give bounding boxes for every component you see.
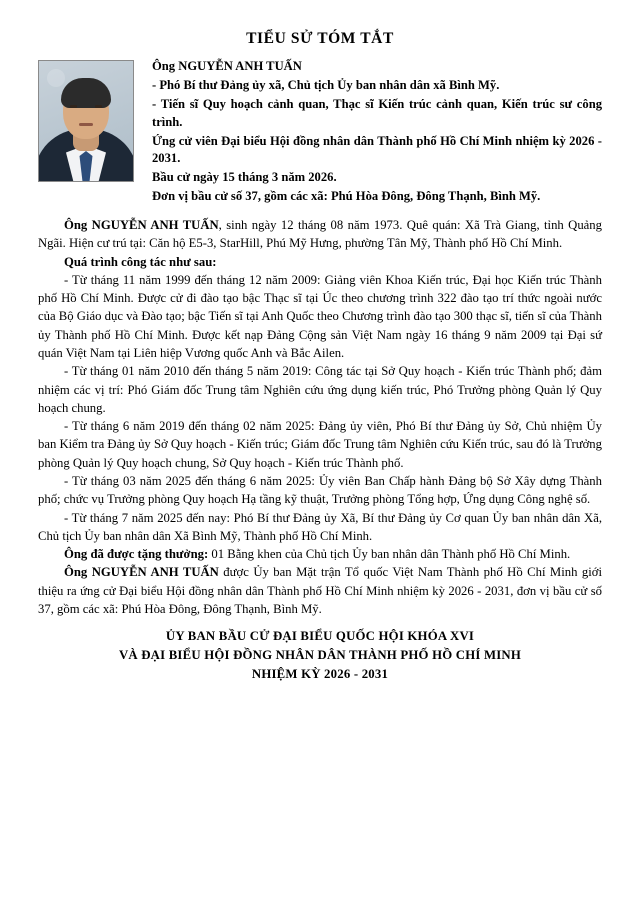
paragraph-lead: Quá trình công tác như sau: <box>64 254 217 269</box>
paragraph-text: 01 Bằng khen của Chủ tịch Ủy ban nhân dân Thành phố Hồ Chí Minh. <box>208 547 571 562</box>
photo-highlight <box>47 69 65 87</box>
biography-body <box>38 216 602 618</box>
paragraph-lead: Ông NGUYỄN ANH TUẤN <box>64 565 219 580</box>
summary-block <box>152 58 602 207</box>
paragraph-nomination <box>38 563 602 618</box>
hair-shape <box>61 78 111 108</box>
paragraph-career-2025-07 <box>38 509 602 546</box>
summary-line-name: Ông NGUYỄN ANH TUẤN <box>152 59 302 73</box>
footer-block <box>38 627 602 684</box>
left-eye-shape <box>70 105 77 108</box>
paragraph-personal-info <box>38 216 602 253</box>
paragraph-awards <box>38 545 602 563</box>
summary-line-constituency: Đơn vị bầu cử số 37, gồm các xã: Phú Hòa Đông, Đông Thạnh, Bình Mỹ. <box>152 189 541 204</box>
paragraph-text: , sinh ngày 12 tháng 08 năm 1973. Quê quán: Xã Trà Giang, tỉnh Quảng Ngãi. Hiện cư trú tại: Căn hộ E5-3, StarHill, Phú Mỹ Hưng, phường Tân Mỹ, Thành phố Hồ Chí Minh. <box>38 218 602 251</box>
paragraph-career-2019 <box>38 417 602 472</box>
summary-line-position: - Phó Bí thư Đảng ủy xã, Chủ tịch Ủy ban nhân dân xã Bình Mỹ. <box>152 77 500 92</box>
paragraph-lead: Ông NGUYỄN ANH TUẤN <box>64 218 219 232</box>
mouth-shape <box>79 123 93 126</box>
summary-line-education: - Tiến sĩ Quy hoạch cảnh quan, Thạc sĩ Kiến trúc cảnh quan, Kiến trúc sư công trình. <box>152 96 602 129</box>
paragraph-text: được Ủy ban Mặt trận Tổ quốc Việt Nam Thành phố Hồ Chí Minh giới thiệu ra ứng cử Đại biểu Hội đồng nhân dân Thành phố Hồ Chí Minh nhiệm kỳ 2026 - 2031, đơn vị bầu cử số 37, gồm các xã: Phú Hòa Đông, Đông Thạnh, Bình Mỹ. <box>38 565 602 616</box>
paragraph-text: - Từ tháng 11 năm 1999 đến tháng 12 năm 2009: Giảng viên Khoa Kiến trúc, Đại học Kiến trúc Thành phố Hồ Chí Minh. Được cử đi đào tạo bậc Thạc sĩ tại Úc theo chương trình 322 đào tạo trí thức ngoài nước của Bộ Giáo dục và Đào tạo; bậc Tiến sĩ tại Anh Quốc theo Chương trình đào tạo 300 thạc sĩ, tiến sĩ của Thành ủy Thành phố Hồ Chí Minh. Được kết nạp Đảng Cộng sản Việt Nam ngày 16 tháng 9 năm 2009 tại Đại sứ quán Việt Nam tại Liên hiệp Vương quốc Anh và Bắc Ailen. <box>38 272 602 360</box>
photo-column <box>38 58 138 182</box>
paragraph-text: - Từ tháng 01 năm 2010 đến tháng 5 năm 2019: Công tác tại Sở Quy hoạch - Kiến trúc Thành phố; đảm nhiệm các vị trí: Phó Giám đốc Trung tâm Nghiên cứu ứng dụng kiến trúc, Phó Trưởng phòng Quản lý Quy hoạch chung. <box>38 364 602 415</box>
summary-line-election-date: Bầu cử ngày 15 tháng 3 năm 2026. <box>152 170 337 185</box>
paragraph-lead: Ông đã được tặng thưởng: <box>64 547 209 562</box>
paragraph-text: - Từ tháng 7 năm 2025 đến nay: Phó Bí thư Đảng ủy Xã, Bí thư Đảng ủy Cơ quan Ủy ban nhân dân Xã, Chủ tịch Ủy ban nhân dân Xã Bình Mỹ, Thành phố Hồ Chí Minh. <box>38 510 602 543</box>
page-title: TIỂU SỬ TÓM TẮT <box>246 30 394 47</box>
footer-line-3: NHIỆM KỲ 2026 - 2031 <box>251 667 389 682</box>
paragraph-career-2025-03 <box>38 472 602 509</box>
header-block <box>38 58 602 207</box>
paragraph-text: - Từ tháng 03 năm 2025 đến tháng 6 năm 2025: Ủy viên Ban Chấp hành Đảng bộ Sở Xây dựng Thành phố; chức vụ Trưởng phòng Quy hoạch Hạ tầng kỹ thuật, Trưởng phòng Tổng hợp, Ứng dụng Công nghệ số. <box>38 473 602 507</box>
paragraph-career-2010 <box>38 362 602 417</box>
paragraph-career-1999 <box>38 271 602 362</box>
portrait-photo <box>38 60 134 182</box>
footer-line-2: VÀ ĐẠI BIỂU HỘI ĐỒNG NHÂN DÂN THÀNH PHỐ HỒ CHÍ MINH <box>118 648 522 663</box>
right-eye-shape <box>95 105 102 108</box>
summary-line-candidacy: Ứng cử viên Đại biểu Hội đồng nhân dân Thành phố Hồ Chí Minh nhiệm kỳ 2026 - 2031. <box>152 133 602 166</box>
footer-line-1: ỦY BAN BẦU CỬ ĐẠI BIỂU QUỐC HỘI KHÓA XVI <box>165 629 475 644</box>
paragraph-text: - Từ tháng 6 năm 2019 đến tháng 02 năm 2025: Đảng ủy viên, Phó Bí thư Đảng ủy Sở, Chủ nhiệm Ủy ban Kiểm tra Đảng ủy Sở Quy hoạch - Kiến trúc; Giám đốc Trung tâm Nghiên cứu Kiến trúc, sau đó là Trưởng phòng Quản lý Quy hoạch chung, Sở Quy hoạch - Kiến trúc Thành phố. <box>38 419 602 470</box>
paragraph-career-heading <box>38 253 602 271</box>
